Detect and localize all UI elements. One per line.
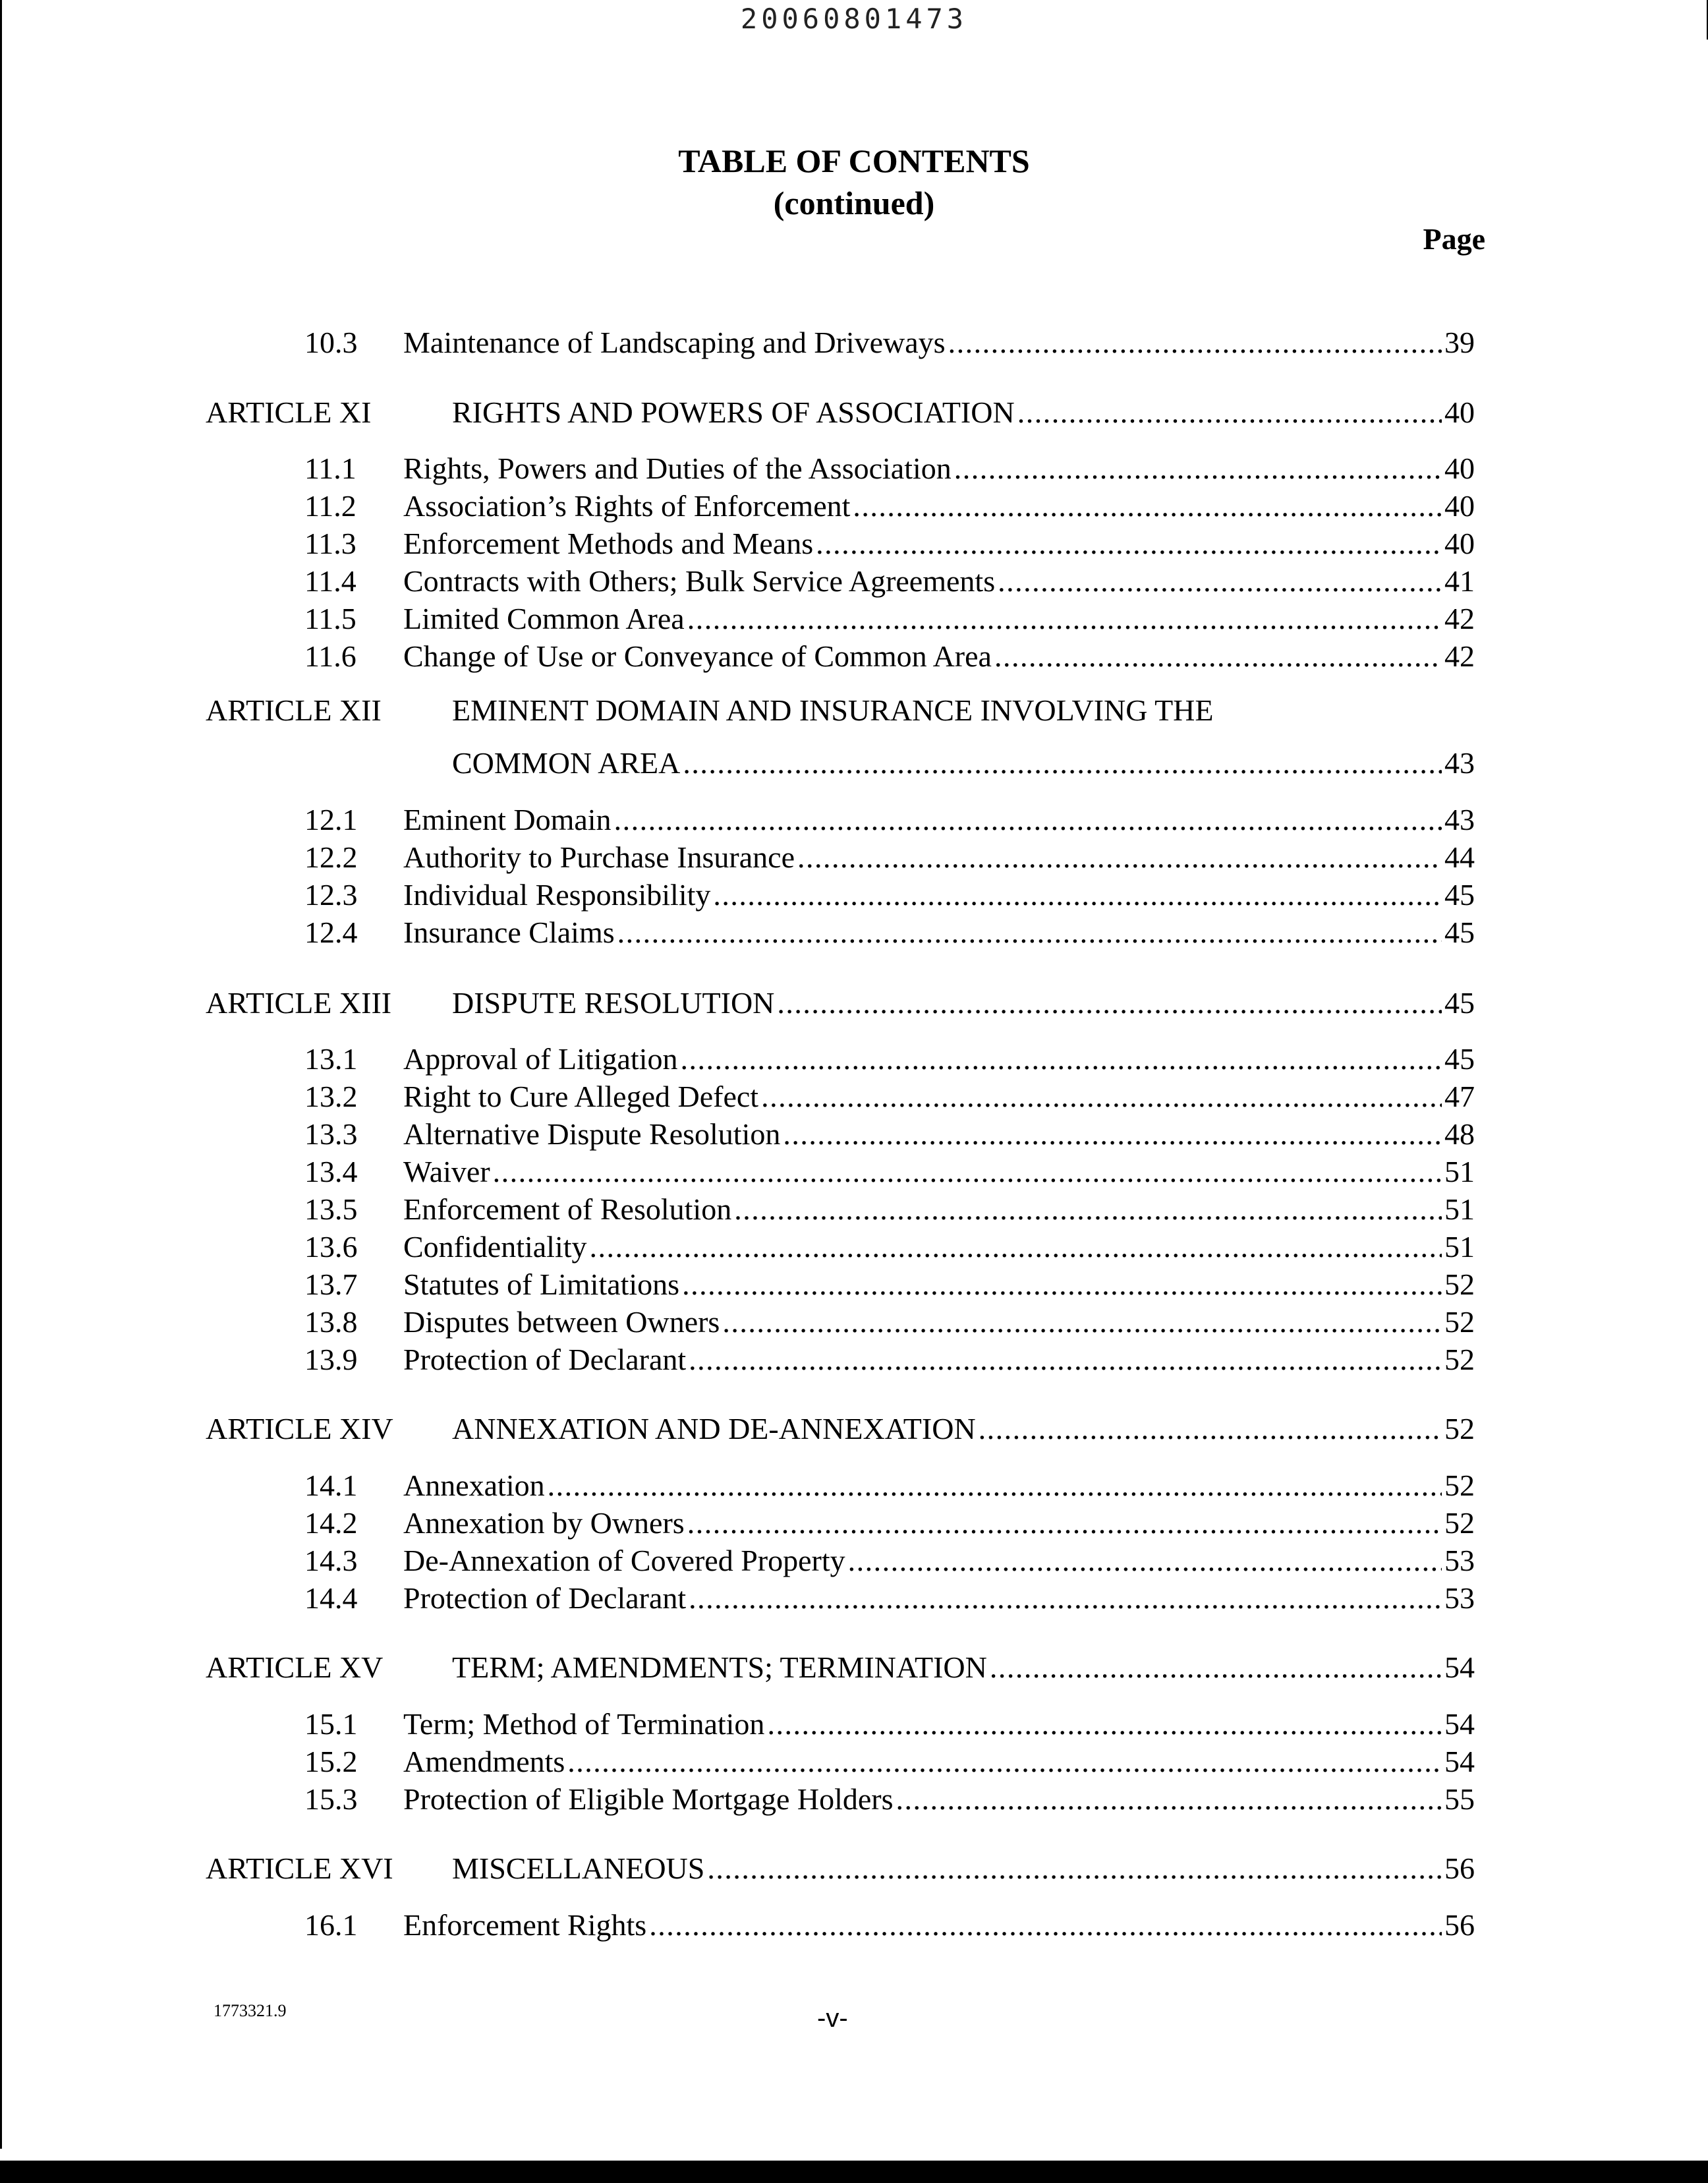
toc-dot-leader <box>994 638 1442 675</box>
toc-section-row <box>403 801 1475 838</box>
toc-section-title: Enforcement Methods and Means <box>403 527 814 560</box>
footer-document-id: 1773321.9 <box>214 2001 287 2020</box>
toc-page-number: 47 <box>1444 1080 1475 1113</box>
toc-section-number: 12.4 <box>304 916 358 949</box>
toc-page-number: 51 <box>1444 1230 1475 1264</box>
toc-section-title: Enforcement of Resolution <box>403 1192 732 1226</box>
toc-dot-leader <box>548 1467 1442 1504</box>
toc-dot-leader <box>816 525 1442 562</box>
toc-section-title: Maintenance of Landscaping and Driveways <box>403 326 946 359</box>
toc-page-number: 45 <box>1444 878 1475 912</box>
toc-article-title: RIGHTS AND POWERS OF ASSOCIATION <box>452 395 1015 429</box>
toc-section-number: 14.3 <box>304 1544 358 1577</box>
toc-page-number: 53 <box>1444 1581 1475 1615</box>
toc-dot-leader <box>680 1041 1442 1078</box>
toc-article-label: ARTICLE XVI <box>206 1851 393 1885</box>
toc-page-number: 48 <box>1444 1117 1475 1151</box>
toc-dot-leader <box>783 1116 1442 1153</box>
toc-article-row <box>452 745 1475 782</box>
toc-section-number: 14.4 <box>304 1581 358 1615</box>
toc-page-number: 56 <box>1444 1908 1475 1942</box>
toc-section-row <box>403 1467 1475 1504</box>
toc-section-row <box>403 563 1475 600</box>
toc-section-number: 12.3 <box>304 878 358 912</box>
toc-article-label: ARTICLE XII <box>206 693 382 727</box>
toc-page-number: 40 <box>1444 451 1475 485</box>
toc-dot-leader <box>682 1266 1442 1303</box>
toc-section-number: 11.1 <box>304 451 356 485</box>
toc-section-title: Protection of Declarant <box>403 1581 687 1615</box>
toc-section-title: Waiver <box>403 1155 490 1188</box>
toc-section-row <box>403 1907 1475 1944</box>
toc-dot-leader <box>617 914 1442 951</box>
toc-section-title: Rights, Powers and Duties of the Association <box>403 451 952 485</box>
toc-section-number: 16.1 <box>304 1908 358 1942</box>
toc-dot-leader <box>990 1649 1442 1686</box>
toc-dot-leader <box>590 1229 1442 1266</box>
toc-article-row <box>452 1411 1475 1447</box>
toc-article-row <box>452 394 1475 431</box>
page-column-header: Page <box>1423 222 1485 256</box>
toc-section-title: Annexation <box>403 1469 545 1502</box>
toc-section-title: Limited Common Area <box>403 602 685 635</box>
toc-dot-leader <box>567 1743 1442 1780</box>
toc-section-title: Individual Responsibility <box>403 878 711 912</box>
toc-section-row <box>403 1743 1475 1780</box>
toc-page-number: 53 <box>1444 1544 1475 1577</box>
toc-page-number: 45 <box>1444 916 1475 949</box>
toc-section-row <box>403 1781 1475 1818</box>
toc-page-number: 40 <box>1444 489 1475 523</box>
toc-section-number: 13.4 <box>304 1155 358 1188</box>
toc-article-label: ARTICLE XI <box>206 395 372 429</box>
toc-section-title: Protection of Declarant <box>403 1343 687 1376</box>
toc-dot-leader <box>767 1706 1442 1743</box>
toc-section-number: 12.1 <box>304 803 358 836</box>
toc-section-number: 13.7 <box>304 1267 358 1301</box>
toc-dot-leader <box>683 745 1442 782</box>
document-number: 20060801473 <box>740 3 968 35</box>
toc-dot-leader <box>777 985 1442 1022</box>
toc-section-title: Confidentiality <box>403 1230 587 1264</box>
toc-dot-leader <box>954 450 1442 487</box>
toc-article-title: MISCELLANEOUS <box>452 1851 705 1885</box>
toc-section-number: 11.2 <box>304 489 356 523</box>
toc-section-number: 15.1 <box>304 1707 358 1741</box>
toc-section-row <box>403 839 1475 876</box>
toc-article-title: TERM; AMENDMENTS; TERMINATION <box>452 1650 987 1684</box>
footer-page-number: -v- <box>817 2004 848 2033</box>
toc-section-title: Alternative Dispute Resolution <box>403 1117 781 1151</box>
toc-section-row <box>403 450 1475 487</box>
toc-page-number: 51 <box>1444 1192 1475 1226</box>
toc-section-title: Disputes between Owners <box>403 1305 720 1339</box>
toc-section-title: Association’s Rights of Enforcement <box>403 489 851 523</box>
toc-section-row <box>403 1153 1475 1190</box>
toc-section-number: 13.3 <box>304 1117 358 1151</box>
toc-section-row <box>403 1266 1475 1303</box>
toc-dot-leader <box>797 839 1442 876</box>
toc-article-row <box>452 1649 1475 1686</box>
toc-section-row <box>403 1304 1475 1341</box>
toc-section-number: 11.4 <box>304 564 356 598</box>
toc-dot-leader <box>689 1580 1442 1617</box>
toc-page-number: 52 <box>1444 1343 1475 1376</box>
toc-section-title: Contracts with Others; Bulk Service Agreements <box>403 564 996 598</box>
toc-article-label: ARTICLE XIV <box>206 1412 393 1445</box>
toc-page-number: 40 <box>1444 395 1475 429</box>
toc-section-title: Protection of Eligible Mortgage Holders <box>403 1782 894 1816</box>
toc-section-title: Right to Cure Alleged Defect <box>403 1080 759 1113</box>
toc-dot-leader <box>687 600 1442 637</box>
toc-section-row <box>403 1229 1475 1266</box>
toc-dot-leader <box>896 1781 1442 1818</box>
toc-section-row <box>403 1341 1475 1378</box>
toc-section-number: 13.1 <box>304 1042 358 1076</box>
toc-dot-leader <box>493 1153 1442 1190</box>
toc-section-row <box>403 1580 1475 1617</box>
toc-section-title: Statutes of Limitations <box>403 1267 680 1301</box>
toc-page-number: 52 <box>1444 1469 1475 1502</box>
toc-section-row <box>403 638 1475 675</box>
toc-section-number: 13.6 <box>304 1230 358 1264</box>
toc-article-title: ANNEXATION AND DE-ANNEXATION <box>452 1412 976 1445</box>
title-line-2: (continued) <box>773 185 935 221</box>
toc-section-title: De-Annexation of Covered Property <box>403 1544 845 1577</box>
toc-page-number: 43 <box>1444 803 1475 836</box>
toc-section-number: 15.2 <box>304 1745 358 1778</box>
toc-dot-leader <box>848 1542 1442 1579</box>
toc-section-number: 13.8 <box>304 1305 358 1339</box>
toc-article-title: DISPUTE RESOLUTION <box>452 986 775 1020</box>
toc-page-number: 39 <box>1444 326 1475 359</box>
toc-section-number: 11.5 <box>304 602 356 635</box>
toc-section-row <box>403 1191 1475 1228</box>
toc-section-row <box>403 1078 1475 1115</box>
toc-article-title: COMMON AREA <box>452 746 681 780</box>
toc-section-title: Term; Method of Termination <box>403 1707 765 1741</box>
toc-section-number: 11.6 <box>304 639 356 673</box>
toc-page-number: 55 <box>1444 1782 1475 1816</box>
toc-page-number: 52 <box>1444 1305 1475 1339</box>
toc-dot-leader <box>761 1078 1442 1115</box>
toc-dot-leader <box>734 1191 1442 1228</box>
toc-section-row <box>403 324 1475 361</box>
toc-dot-leader <box>614 801 1442 838</box>
toc-page-number: 56 <box>1444 1851 1475 1885</box>
toc-dot-leader <box>853 488 1442 525</box>
toc-page-number: 44 <box>1444 840 1475 874</box>
toc-section-number: 13.2 <box>304 1080 358 1113</box>
toc-article-label: ARTICLE XV <box>206 1650 384 1684</box>
toc-page-number: 52 <box>1444 1412 1475 1445</box>
toc-section-row <box>403 914 1475 951</box>
toc-page-number: 45 <box>1444 986 1475 1020</box>
toc-dot-leader <box>713 877 1442 914</box>
toc-section-title: Change of Use or Conveyance of Common Area <box>403 639 992 673</box>
toc-section-number: 11.3 <box>304 527 356 560</box>
toc-page-number: 40 <box>1444 527 1475 560</box>
toc-section-number: 14.2 <box>304 1506 358 1540</box>
toc-section-row <box>403 877 1475 914</box>
toc-section-title: Approval of Litigation <box>403 1042 678 1076</box>
toc-section-row <box>403 488 1475 525</box>
toc-page-number: 43 <box>1444 746 1475 780</box>
toc-section-row <box>403 600 1475 637</box>
toc-dot-leader <box>979 1411 1442 1447</box>
toc-section-number: 10.3 <box>304 326 358 359</box>
toc-page-number: 51 <box>1444 1155 1475 1188</box>
toc-section-row <box>403 1116 1475 1153</box>
toc-section-row <box>403 1542 1475 1579</box>
toc-page-number: 52 <box>1444 1267 1475 1301</box>
toc-dot-leader <box>1017 394 1442 431</box>
toc-article-row <box>452 985 1475 1022</box>
toc-page-number: 54 <box>1444 1650 1475 1684</box>
toc-article-label: ARTICLE XIII <box>206 986 392 1020</box>
toc-page-number: 45 <box>1444 1042 1475 1076</box>
toc-page-number: 54 <box>1444 1745 1475 1778</box>
toc-page-number: 41 <box>1444 564 1475 598</box>
toc-section-number: 12.2 <box>304 840 358 874</box>
toc-section-row <box>403 1706 1475 1743</box>
toc-dot-leader <box>948 324 1442 361</box>
toc-dot-leader <box>687 1505 1442 1542</box>
toc-article-title-line1: EMINENT DOMAIN AND INSURANCE INVOLVING THE <box>452 693 1214 727</box>
toc-page-number: 42 <box>1444 639 1475 673</box>
toc-section-number: 13.9 <box>304 1343 358 1376</box>
toc-dot-leader <box>722 1304 1442 1341</box>
toc-section-row <box>403 1505 1475 1542</box>
toc-article-row <box>452 1850 1475 1887</box>
toc-section-title: Insurance Claims <box>403 916 615 949</box>
toc-section-row <box>403 1041 1475 1078</box>
toc-section-title: Eminent Domain <box>403 803 612 836</box>
toc-section-title: Amendments <box>403 1745 565 1778</box>
toc-page-number: 54 <box>1444 1707 1475 1741</box>
toc-dot-leader <box>649 1907 1442 1944</box>
toc-dot-leader <box>998 563 1442 600</box>
title-line-1: TABLE OF CONTENTS <box>678 142 1030 179</box>
toc-section-row <box>403 525 1475 562</box>
toc-section-number: 14.1 <box>304 1469 358 1502</box>
toc-dot-leader <box>707 1850 1442 1887</box>
toc-section-title: Authority to Purchase Insurance <box>403 840 795 874</box>
toc-page-number: 52 <box>1444 1506 1475 1540</box>
toc-page-number: 42 <box>1444 602 1475 635</box>
toc-section-title: Enforcement Rights <box>403 1908 647 1942</box>
toc-section-number: 13.5 <box>304 1192 358 1226</box>
toc-section-title: Annexation by Owners <box>403 1506 685 1540</box>
toc-section-number: 15.3 <box>304 1782 358 1816</box>
toc-dot-leader <box>689 1341 1442 1378</box>
